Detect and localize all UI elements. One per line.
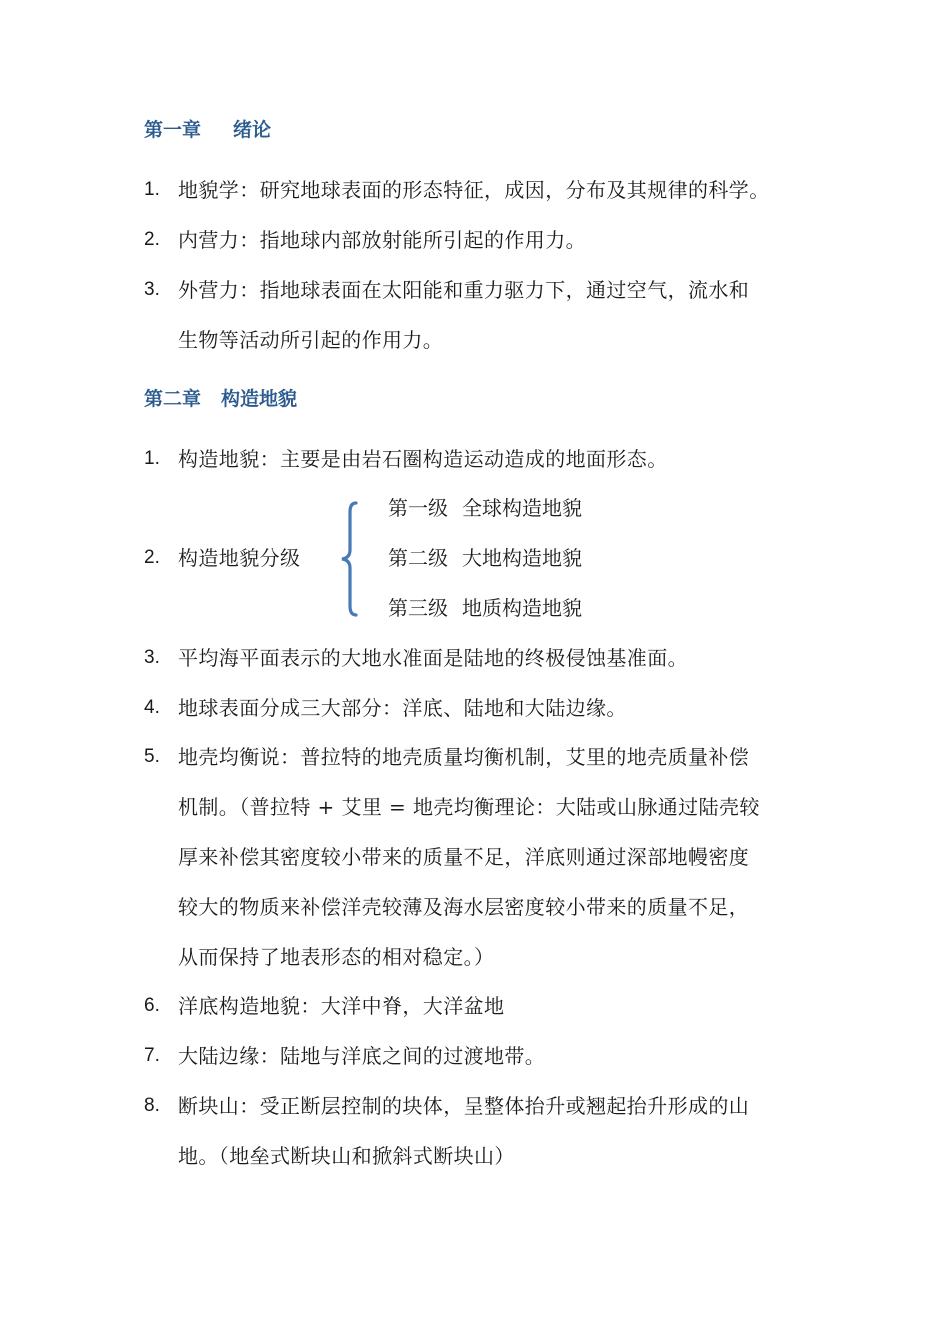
level-label: 第二级 bbox=[388, 546, 448, 570]
item-number: 8. bbox=[144, 1095, 160, 1116]
level-row bbox=[388, 533, 582, 583]
item-text: 内营力：指地球内部放射能所引起的作用力。 bbox=[178, 228, 586, 252]
item-text: 地貌学：研究地球表面的形态特征，成因，分布及其规律的科学。 bbox=[178, 178, 770, 202]
left-brace-icon bbox=[338, 500, 360, 618]
list-item bbox=[144, 732, 814, 982]
chapter1-heading bbox=[144, 115, 271, 142]
brace-icon bbox=[338, 500, 360, 622]
item-text-line: 外营力：指地球表面在太阳能和重力驱力下，通过空气，流水和 bbox=[178, 278, 750, 302]
item-number: 3. bbox=[144, 279, 160, 300]
item-text-line: 从而保持了地表形态的相对稳定。） bbox=[178, 945, 495, 969]
item-number: 5. bbox=[144, 746, 160, 767]
chapter2-title: 第二章 bbox=[144, 388, 202, 410]
item-text: 平均海平面表示的大地水准面是陆地的终极侵蚀基准面。 bbox=[178, 646, 688, 670]
level-name: 全球构造地貌 bbox=[462, 496, 582, 520]
level-name: 大地构造地貌 bbox=[462, 546, 582, 570]
chapter2-subtitle: 构造地貌 bbox=[221, 388, 298, 410]
level-label: 第一级 bbox=[388, 496, 448, 520]
chapter1-subtitle: 绪论 bbox=[233, 119, 272, 141]
item-text: 构造地貌：主要是由岩石圈构造运动造成的地面形态。 bbox=[178, 447, 668, 471]
list-item bbox=[144, 215, 814, 265]
list-item bbox=[144, 981, 814, 1031]
item-text-line: 地。（地垒式断块山和掀斜式断块山） bbox=[178, 1144, 515, 1168]
item-text: 地球表面分成三大部分：洋底、陆地和大陆边缘。 bbox=[178, 696, 627, 720]
level-label: 第三级 bbox=[388, 596, 448, 620]
item-number: 6. bbox=[144, 995, 160, 1016]
item-text-line: 断块山：受正断层控制的块体，呈整体抬升或翘起抬升形成的山 bbox=[178, 1094, 750, 1118]
item-text-line: 生物等活动所引起的作用力。 bbox=[178, 328, 444, 352]
item-text: 构造地貌分级 bbox=[178, 546, 301, 570]
item-number: 1. bbox=[144, 448, 160, 469]
item-text-line: 厚来补偿其密度较小带来的质量不足，洋底则通过深部地幔密度 bbox=[178, 845, 750, 869]
level-row bbox=[388, 583, 582, 633]
level-row bbox=[388, 483, 582, 533]
list-item bbox=[144, 434, 814, 484]
list-item bbox=[144, 165, 814, 215]
chapter1-title: 第一章 bbox=[144, 119, 202, 141]
item-text: 洋底构造地貌：大洋中脊，大洋盆地 bbox=[178, 994, 505, 1018]
chapter2-heading bbox=[144, 384, 297, 411]
list-item bbox=[144, 265, 814, 365]
item-number: 7. bbox=[144, 1045, 160, 1066]
item-number: 1. bbox=[144, 179, 160, 200]
item-text-line: 机制。（普拉特 + 艾里 = 地壳均衡理论：大陆或山脉通过陆壳较 bbox=[178, 795, 760, 819]
item-number: 4. bbox=[144, 697, 160, 718]
list-item bbox=[144, 1031, 814, 1081]
list-item bbox=[144, 683, 814, 733]
item-text-line: 地壳均衡说：普拉特的地壳质量均衡机制，艾里的地壳质量补偿 bbox=[178, 745, 750, 769]
item-text: 大陆边缘：陆地与洋底之间的过渡地带。 bbox=[178, 1044, 546, 1068]
level-name: 地质构造地貌 bbox=[462, 596, 582, 620]
item-number: 3. bbox=[144, 647, 160, 668]
list-item bbox=[144, 633, 814, 683]
item-number: 2. bbox=[144, 229, 160, 250]
classification-levels bbox=[388, 483, 582, 633]
list-item bbox=[144, 1081, 814, 1181]
item-text-line: 较大的物质来补偿洋壳较薄及海水层密度较小带来的质量不足， bbox=[178, 895, 750, 919]
item-number: 2. bbox=[144, 547, 160, 568]
